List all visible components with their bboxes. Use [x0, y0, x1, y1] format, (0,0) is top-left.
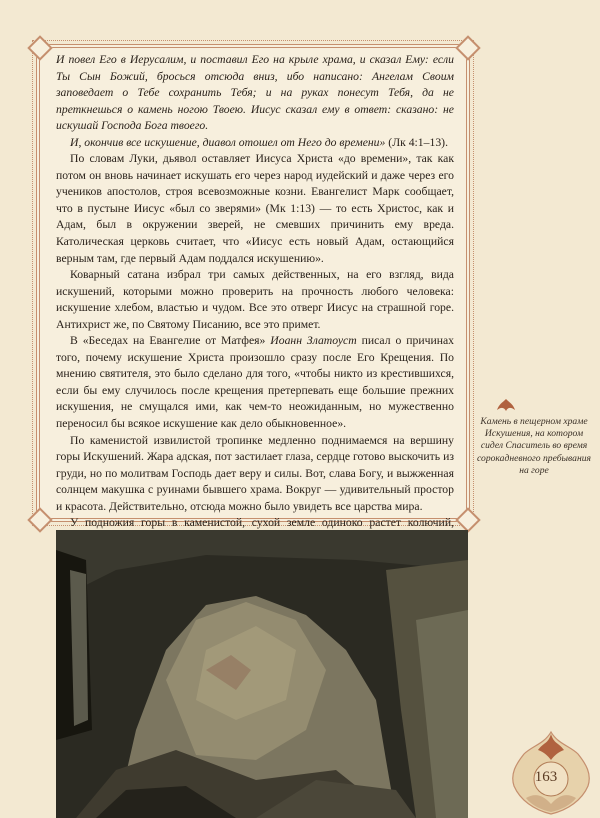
- caption-ornament-icon: [496, 398, 516, 412]
- paragraph: Коварный сатана избрал три самых действенных, на его взгляд, вида искушений, которыми можно проверить на прочность любого человека: искушение хлебом, властью и чудом. Все это отверг Иисус на страшной горе. Антихрист же, по Святому Писанию, все это примет.: [56, 268, 454, 331]
- page-number: 163: [534, 769, 558, 785]
- cave-stone-photo: [56, 530, 468, 818]
- scripture-quote: И повел Его в Иерусалим, и поставил Его на крыле храма, и сказал Ему: если Ты Сын Божий, бросься отсюда вниз, ибо написано: Ангелам Своим заповедает о Тебе сохранить Тебя; и на руках понесут Тебя, да не преткнешься о камень ногою Твоею. Иисус сказал ему в ответ: сказано: не искушай Господа Бога твоего.: [56, 53, 454, 133]
- cave-stone-illustration: [56, 530, 468, 818]
- paragraph: У подножия горы в каменистой, сухой земле одиноко растет колючий,: [70, 516, 454, 530]
- paragraph: По словам Луки, дьявол оставляет Иисуса Христа «до времени», так как потом он вновь начинает искушать его через народ иудейский и даже через его учеников апостолов, строя всевозможные козни. Евангелист Марк сообщает, что в пустыне Иисус «был со зверями» (Мк 1:13) — то есть Христос, как и Адам, был в окружении зверей, не смевших причинить ему вреда. Католическая церковь считает, что «Иисус есть новый Адам, остающийся верным там, где первый Адам поддался искушению».: [56, 152, 454, 265]
- scripture-reference: (Лк 4:1–13).: [385, 135, 448, 149]
- scripture-quote-end: И, окончив все искушение, диавол отошел от Него до времени» (Лк 4:1–13).: [70, 135, 448, 149]
- paragraph: В «Беседах на Евангелие от Матфея» Иоанн Златоуст писал о причинах того, почему искушение Христа произошло сразу после Его Крещения. По мнению святителя, это было сделано для того, «чтобы никто из крестившихся, если бы ему случилось после крещения претерпевать еще большие прежних искушения, не смущался ими, как чем-то неожиданным, но мужественно переносил бы всякое искушение как дело обыкновенное».: [56, 334, 454, 431]
- photo-caption: Камень в пещерном храме Искушения, на котором сидел Спаситель во время сорокадневного пребывания на горе: [477, 416, 591, 476]
- paragraph: По каменистой извилистой тропинке медленно поднимаемся на вершину горы Искушений. Жара адская, пот застилает глаза, сердце готово выскочить из груди, но по молитвам Господь дает веру и силы. Вот, слава Богу, и выжженная солнцем макушка с руинами бывшего храма. Вокруг — удивительный простор и красота. Действительно, отсюда можно было увидеть все царства мира.: [56, 433, 454, 513]
- author-name: Иоанн Златоуст: [270, 334, 357, 348]
- main-text: [56, 52, 454, 582]
